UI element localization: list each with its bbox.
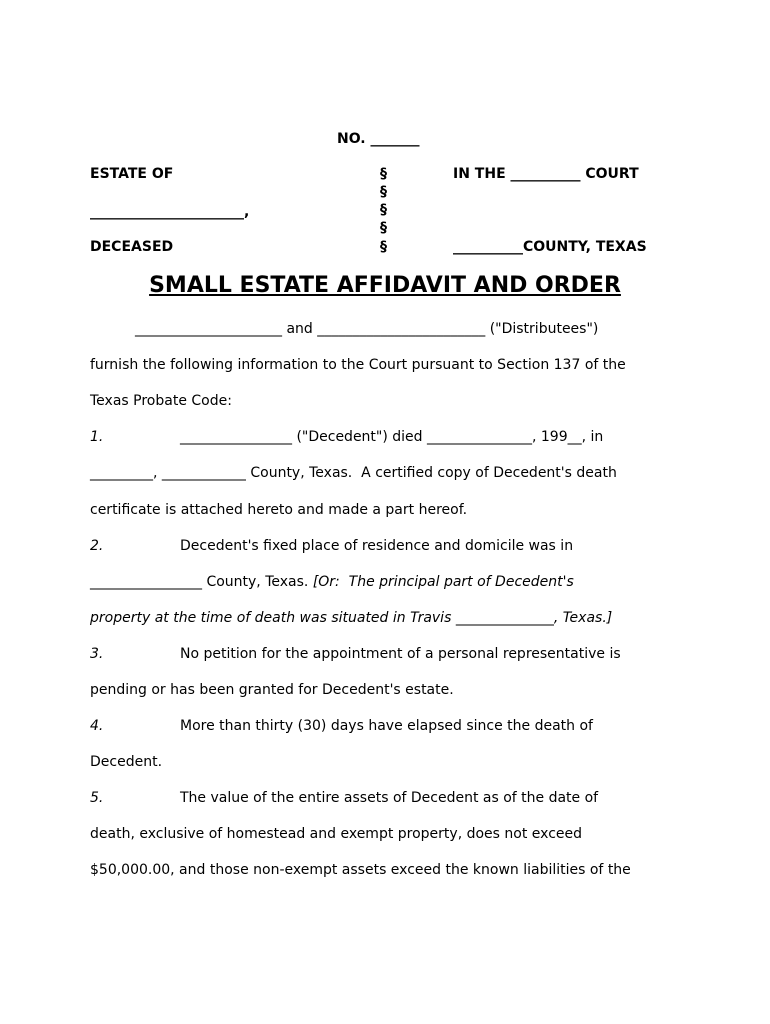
estate-of-label: ESTATE OF [90,166,174,182]
section-mark: § [380,166,387,182]
paragraph-number-1: 1. [90,429,104,445]
deceased-label: DECEASED [90,239,174,255]
paragraph-2-line-1: Decedent's fixed place of residence and domicile was in [180,538,574,554]
paragraph-5-line-2: death, exclusive of homestead and exempt property, does not exceed [90,826,583,842]
paragraph-number-4: 4. [90,718,104,734]
intro-line-2: Texas Probate Code: [90,393,232,409]
paragraph-5-line-1: The value of the entire assets of Decedent as of the date of [180,790,599,806]
in-the-court: IN THE __________ COURT [453,166,639,182]
paragraph-4-line-2: Decedent. [90,754,163,770]
section-mark: § [380,220,387,236]
paragraph-3-line-2: pending or has been granted for Decedent's estate. [90,682,454,698]
paragraph-5-line-3: $50,000.00, and those non-exempt assets exceed the known liabilities of the [90,862,631,878]
intro-line-1: furnish the following information to the Court pursuant to Section 137 of the [90,357,626,373]
distributees-line: _____________________ and ________________________ ("Distributees") [135,321,599,337]
paragraph-number-3: 3. [90,646,104,662]
paragraph-1-line-3: certificate is attached hereto and made a part hereof. [90,502,468,518]
section-mark: § [380,202,387,218]
paragraph-number-5: 5. [90,790,104,806]
paragraph-2-line-2-italic: [Or: The principal part of Decedent's [312,574,574,590]
paragraph-number-2: 2. [90,538,104,554]
paragraph-1-line-1: ________________ ("Decedent") died _______________, 199__, in [180,429,604,445]
decedent-name-blank: ______________________, [90,204,250,220]
section-mark: § [380,239,387,255]
paragraph-3-line-1: No petition for the appointment of a personal representative is [180,646,621,662]
paragraph-2-line-2-plain: ________________ County, Texas. [90,574,313,590]
section-mark: § [380,184,387,200]
paragraph-1-line-2: _________, ____________ County, Texas. A certified copy of Decedent's death [90,465,617,481]
paragraph-4-line-1: More than thirty (30) days have elapsed since the death of [180,718,593,734]
paragraph-2-line-2 [90,573,574,591]
county-texas: __________COUNTY, TEXAS [453,239,647,255]
paragraph-2-line-3: property at the time of death was situated in Travis ______________, Texas.] [90,610,613,626]
cause-number: NO. _______ [337,131,420,147]
document-title: SMALL ESTATE AFFIDAVIT AND ORDER [149,273,621,298]
